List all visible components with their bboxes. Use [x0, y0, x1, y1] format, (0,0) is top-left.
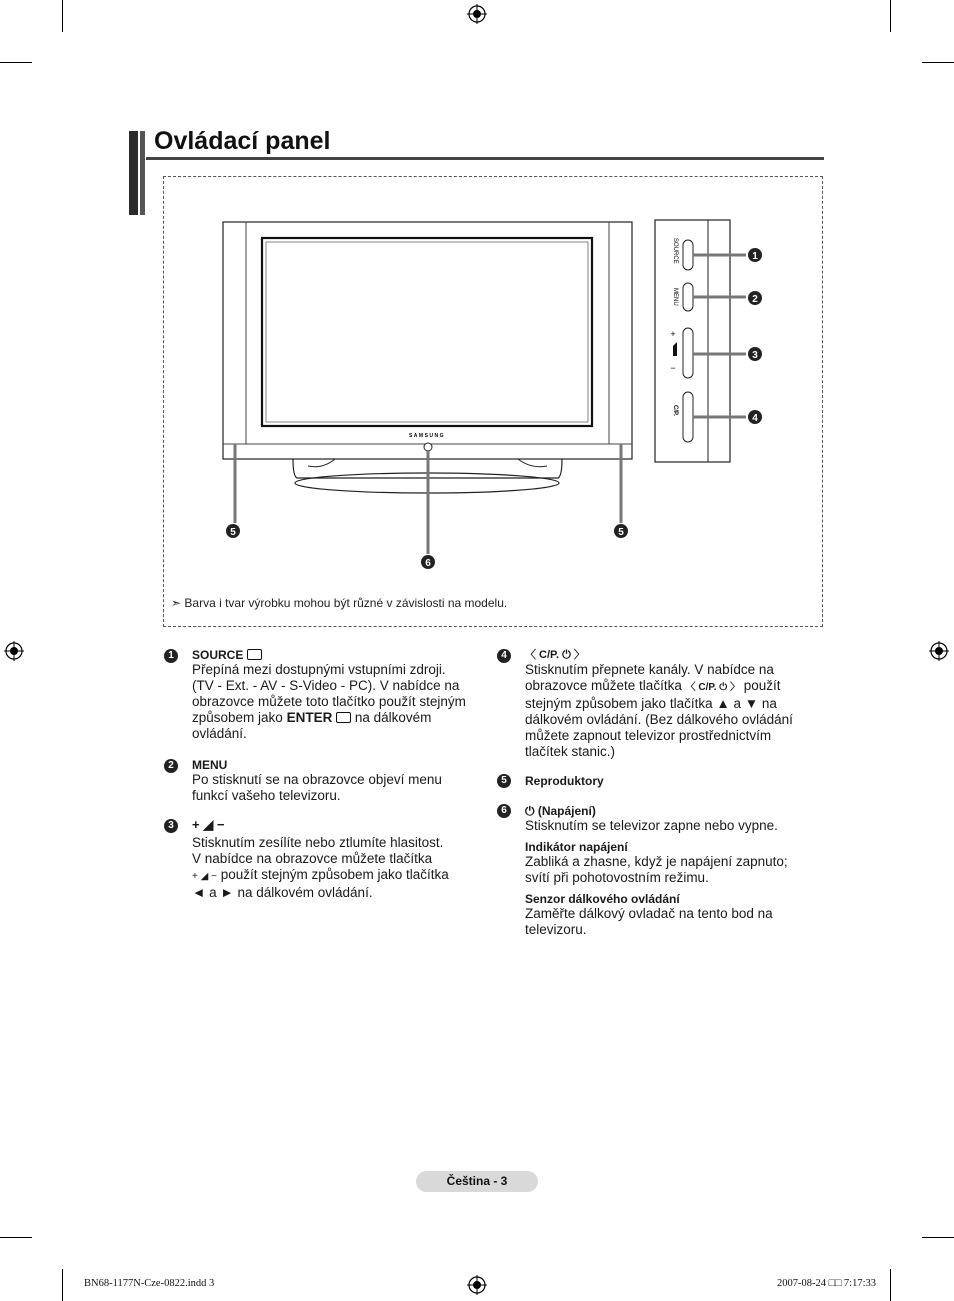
callout-2: 2	[752, 294, 758, 305]
item-heading: Reproduktory	[525, 774, 604, 788]
footer-filename: BN68-1177N-Cze-0822.indd 3	[84, 1278, 215, 1289]
title-rule	[146, 157, 824, 160]
callout-4: 4	[752, 413, 758, 424]
header-bar	[129, 131, 138, 215]
callout-6: 6	[425, 558, 431, 569]
list-item: 4 〈 C/P. ⏻ 〉 Stisknutím přepnete kanály. V nabídce na obrazovce můžete tlačítka 〈 C/P. ⏻ 〉 použít stejným způsobem jako tlačítka ▲ a ▼ na dálkovém ovládání. (Bez dálkového ovládání můžete zapnout televizor prostřednictvím tlačítek stanic.)	[497, 648, 827, 772]
crop-mark	[62, 1269, 63, 1301]
item-number: 5	[497, 774, 511, 788]
tv-screen	[262, 238, 592, 426]
crop-mark	[0, 1237, 32, 1238]
item-number: 4	[497, 649, 511, 663]
svg-text:SOURCE: SOURCE	[672, 238, 678, 264]
list-item	[497, 774, 827, 802]
registration-mark-icon	[467, 4, 487, 24]
item-heading: 〈 C/P. ⏻ 〉	[525, 649, 585, 661]
svg-text:C/P.: C/P.	[672, 405, 678, 416]
enter-icon	[247, 649, 262, 660]
list-item: 2 MENU Po stisknutí se na obrazovce objeví menu funkcí vašeho televizoru.	[164, 758, 484, 816]
callout-5-right: 5	[618, 527, 624, 538]
item-number: 6	[497, 804, 511, 818]
enter-icon	[336, 712, 351, 723]
page-title: Ovládací panel	[154, 127, 331, 155]
channel-button	[683, 392, 693, 442]
svg-text:−: −	[670, 363, 676, 373]
callout-3: 3	[752, 350, 758, 361]
item-heading: + ◢ −	[192, 817, 225, 832]
crop-mark	[890, 1269, 891, 1301]
crop-mark	[890, 0, 891, 32]
left-column	[164, 646, 484, 901]
list-item: 3 + ◢ − Stisknutím zesílíte nebo ztlumíte hlasitost. V nabídce na obrazovce můžete tlačítka + ◢ − použít stejným způsobem jako tlačítka ◄ a ► na dálkovém ovládání.	[164, 818, 484, 901]
crop-mark	[922, 62, 954, 63]
model-note: ➣ Barva i tvar výrobku mohou být různé v závislosti na modelu.	[171, 596, 508, 610]
item-number: 2	[164, 759, 178, 773]
tv-control-panel-diagram	[163, 176, 823, 627]
crop-mark	[922, 1237, 954, 1238]
svg-text:+: +	[670, 329, 676, 339]
svg-text:MENU: MENU	[672, 288, 678, 306]
power-indicator	[424, 443, 432, 451]
item-number: 1	[164, 649, 178, 663]
footer-timestamp: 2007-08-24 □□ 7:17:33	[776, 1278, 876, 1289]
source-button	[683, 240, 693, 270]
brand-logo: SAMSUNG	[408, 433, 446, 439]
sub-heading: Indikátor napájení	[525, 840, 628, 854]
registration-mark-icon	[467, 1275, 487, 1295]
volume-button	[683, 328, 693, 378]
list-item: 6 ⏻ (Napájení) Stisknutím se televizor zapne nebo vypne. Indikátor napájení Zabliká a zhasne, když je napájení zapnuto; svítí při pohotovostním režimu. Senzor dálkového ovládání Zaměřte dálkový ovladač na tento bod na televizoru.	[497, 804, 827, 938]
registration-mark-icon	[4, 641, 24, 661]
item-heading: SOURCE	[192, 648, 484, 662]
right-column	[497, 646, 827, 938]
sub-heading: Senzor dálkového ovládání	[525, 892, 680, 906]
menu-button	[683, 283, 693, 311]
item-heading: MENU	[192, 758, 228, 772]
page-number: Čeština - 3	[416, 1171, 538, 1192]
registration-mark-icon	[929, 641, 949, 661]
crop-mark	[62, 0, 63, 32]
header-bar	[140, 131, 145, 215]
crop-mark	[0, 62, 32, 63]
list-item: 1 SOURCE Přepíná mezi dostupnými vstupními zdroji. (TV - Ext. - AV - S-Video - PC). V nabídce na obrazovce můžete toto tlačítko použít stejným způsobem jako ENTER na dálkovém ovládání.	[164, 648, 484, 756]
callout-5-left: 5	[230, 527, 236, 538]
item-heading: ⏻ (Napájení)	[525, 804, 596, 818]
callout-1: 1	[752, 251, 758, 262]
item-number: 3	[164, 819, 178, 833]
